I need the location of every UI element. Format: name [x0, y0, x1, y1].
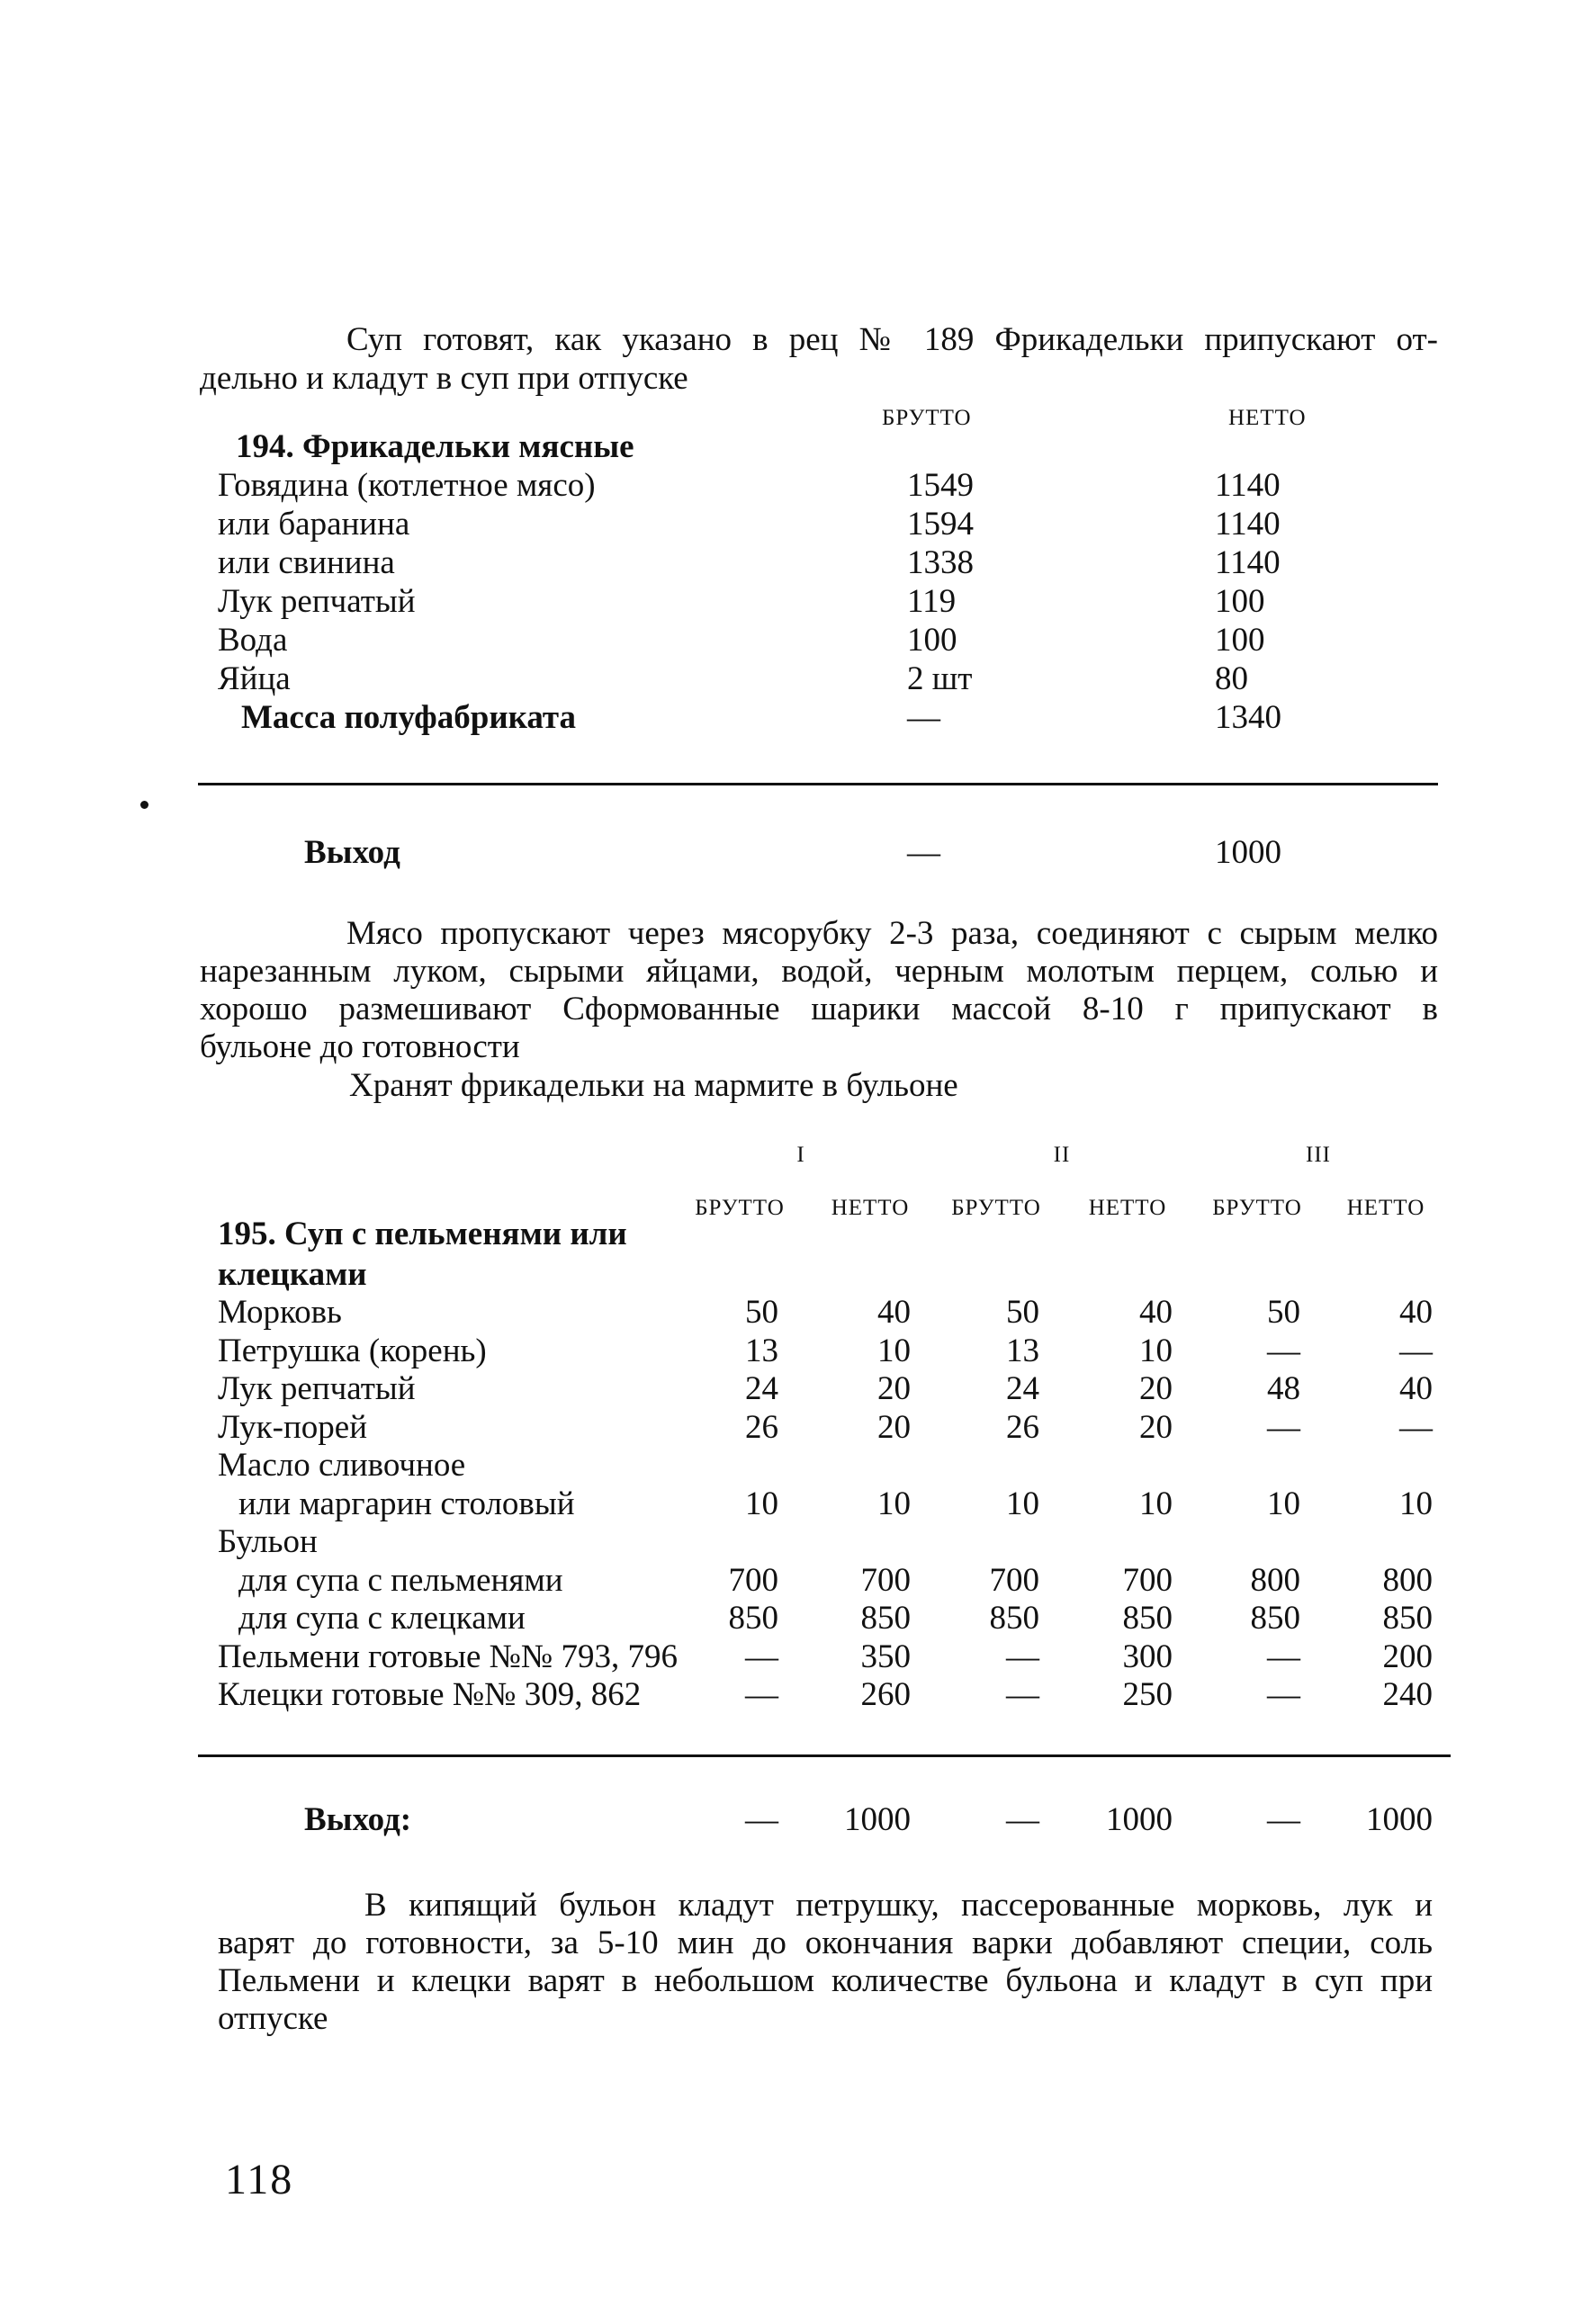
- r195-row-value: 50: [1006, 1294, 1039, 1331]
- r195-row-value: 800: [1382, 1562, 1433, 1599]
- r195-col: БРУТТО: [951, 1196, 1041, 1220]
- r194-row-name: Вода: [218, 622, 288, 659]
- r195-row-value: 850: [860, 1600, 911, 1637]
- r195-row-name: Бульон: [218, 1523, 318, 1560]
- r195-col: БРУТТО: [695, 1196, 785, 1220]
- r195-row-value: —: [1267, 1409, 1300, 1446]
- r195-divider: [198, 1754, 1451, 1757]
- r194-text-line: нарезанным луком, сырыми яйцами, водой, черным молотым перцем, солью и: [200, 953, 1438, 990]
- r195-row-value: 13: [1006, 1332, 1039, 1369]
- r194-row-netto: 1140: [1215, 544, 1281, 581]
- r194-row-name: Масса полуфабриката: [241, 699, 577, 736]
- r195-row-value: 24: [1006, 1370, 1039, 1407]
- r195-text-line: В кипящий бульон кладут петрушку, пассерованные морковь, лук и: [364, 1887, 1433, 1924]
- r194-row-netto: 100: [1215, 583, 1265, 620]
- r195-row-value: 10: [1399, 1485, 1433, 1522]
- r195-col: БРУТТО: [1212, 1196, 1302, 1220]
- r195-row-value: 850: [1382, 1600, 1433, 1637]
- r195-yield-value: 1000: [1366, 1801, 1433, 1838]
- r195-row-value: 700: [860, 1562, 911, 1599]
- r194-row-brutto: 1549: [907, 467, 974, 504]
- r195-row-value: 10: [745, 1485, 778, 1522]
- r195-row-value: 10: [877, 1332, 911, 1369]
- intro-line-2: дельно и кладут в суп при отпуске: [200, 360, 688, 397]
- r195-row-value: 20: [1139, 1409, 1173, 1446]
- r194-row-brutto: 1594: [907, 506, 974, 543]
- r195-row-name: для супа с пельменями: [238, 1562, 563, 1599]
- r195-col: НЕТТО: [831, 1196, 910, 1220]
- r195-row-value: 700: [989, 1562, 1039, 1599]
- intro-line-1: Суп готовят, как указано в рец № 189 Фрикадельки припускают от-: [346, 321, 1438, 358]
- r194-row-brutto: 1338: [907, 544, 974, 581]
- r195-row-value: 26: [745, 1409, 778, 1446]
- r195-row-value: 10: [1139, 1485, 1173, 1522]
- r195-group-1: I: [796, 1143, 805, 1167]
- r195-row-value: —: [745, 1638, 778, 1675]
- r195-row-value: 700: [728, 1562, 778, 1599]
- r195-row-value: 240: [1382, 1676, 1433, 1713]
- r195-row-value: 10: [1267, 1485, 1300, 1522]
- r194-divider: [198, 783, 1438, 785]
- r195-row-value: —: [1006, 1676, 1039, 1713]
- r195-row-value: 10: [877, 1485, 911, 1522]
- r195-row-value: 850: [989, 1600, 1039, 1637]
- r195-row-value: 20: [877, 1370, 911, 1407]
- r195-row-value: 40: [1399, 1294, 1433, 1331]
- r195-yield-value: —: [745, 1801, 778, 1838]
- r195-row-value: 850: [728, 1600, 778, 1637]
- bullet-mark: [140, 801, 148, 809]
- r195-row-value: —: [1006, 1638, 1039, 1675]
- r195-row-value: 700: [1122, 1562, 1173, 1599]
- r194-storage: Хранят фрикадельки на мармите в бульоне: [349, 1067, 958, 1104]
- r195-row-value: —: [1267, 1676, 1300, 1713]
- r194-title: 194. Фрикадельки мясные: [236, 428, 634, 465]
- r195-group-2: II: [1053, 1143, 1071, 1167]
- page-number: 118: [225, 2156, 294, 2203]
- r195-row-value: 200: [1382, 1638, 1433, 1675]
- r195-row-name: Клецки готовые №№ 309, 862: [218, 1676, 642, 1713]
- r194-row-name: или баранина: [218, 506, 410, 543]
- r195-row-value: 26: [1006, 1409, 1039, 1446]
- r195-row-value: —: [1399, 1332, 1433, 1369]
- r194-row-brutto: 100: [907, 622, 957, 659]
- r194-col-netto: НЕТТО: [1228, 406, 1307, 430]
- r195-title-line-2: клецками: [218, 1256, 367, 1293]
- r195-row-value: 20: [1139, 1370, 1173, 1407]
- r194-yield-brutto: —: [907, 834, 940, 871]
- r194-row-name: Лук репчатый: [218, 583, 416, 620]
- r195-row-name: Лук репчатый: [218, 1370, 416, 1407]
- r195-row-value: 13: [745, 1332, 778, 1369]
- r195-text-line: Пельмени и клецки варят в небольшом количестве бульона и кладут в суп при: [218, 1962, 1433, 1999]
- r195-row-value: 50: [1267, 1294, 1300, 1331]
- r194-text-line: хорошо размешивают Сформованные шарики массой 8-10 г припускают в: [200, 991, 1438, 1027]
- r195-row-value: 300: [1122, 1638, 1173, 1675]
- r194-row-brutto: 2 шт: [907, 660, 973, 697]
- r195-row-name: или маргарин столовый: [238, 1485, 575, 1522]
- r195-row-value: 250: [1122, 1676, 1173, 1713]
- r195-row-name: Пельмени готовые №№ 793, 796: [218, 1638, 678, 1675]
- r195-row-value: 20: [877, 1409, 911, 1446]
- r195-row-value: —: [1267, 1332, 1300, 1369]
- r195-group-3: III: [1306, 1143, 1331, 1167]
- r195-row-value: 40: [877, 1294, 911, 1331]
- r194-row-name: или свинина: [218, 544, 395, 581]
- r194-yield-netto: 1000: [1215, 834, 1281, 871]
- r195-row-value: 48: [1267, 1370, 1300, 1407]
- r194-row-netto: 80: [1215, 660, 1248, 697]
- r195-row-name: для супа с клецками: [238, 1600, 526, 1637]
- r195-col: НЕТТО: [1088, 1196, 1167, 1220]
- r195-text-line: варят до готовности, за 5-10 мин до окончания варки добавляют специи, соль: [218, 1925, 1433, 1961]
- r194-col-brutto: БРУТТО: [882, 406, 972, 430]
- r194-text-line: Мясо пропускают через мясорубку 2-3 раза, соединяют с сырым мелко: [346, 915, 1438, 952]
- r195-row-value: 40: [1399, 1370, 1433, 1407]
- r195-row-value: 850: [1122, 1600, 1173, 1637]
- r195-yield-value: 1000: [844, 1801, 911, 1838]
- r194-yield-label: Выход: [304, 834, 400, 871]
- r195-row-value: 800: [1250, 1562, 1300, 1599]
- r195-yield-label: Выход:: [304, 1801, 412, 1838]
- r195-yield-value: —: [1006, 1801, 1039, 1838]
- r195-row-value: 260: [860, 1676, 911, 1713]
- r194-row-netto: 1140: [1215, 506, 1281, 543]
- r194-row-brutto: —: [907, 699, 940, 736]
- r194-row-brutto: 119: [907, 583, 957, 620]
- r195-row-value: —: [745, 1676, 778, 1713]
- r195-row-value: 10: [1006, 1485, 1039, 1522]
- r194-row-netto: 1340: [1215, 699, 1281, 736]
- r195-row-name: Морковь: [218, 1294, 342, 1331]
- r195-row-value: 50: [745, 1294, 778, 1331]
- r194-text-line: бульоне до готовности: [200, 1028, 520, 1065]
- r195-text-line: отпуске: [218, 2000, 328, 2037]
- r195-row-name: Масло сливочное: [218, 1447, 466, 1484]
- r195-row-value: 350: [860, 1638, 911, 1675]
- r194-row-name: Яйца: [218, 660, 291, 697]
- r195-row-name: Петрушка (корень): [218, 1332, 487, 1369]
- r195-yield-value: 1000: [1106, 1801, 1173, 1838]
- r194-row-netto: 100: [1215, 622, 1265, 659]
- r194-row-name: Говядина (котлетное мясо): [218, 467, 596, 504]
- r195-row-value: 10: [1139, 1332, 1173, 1369]
- r195-row-name: Лук-порей: [218, 1409, 367, 1446]
- r195-row-value: 850: [1250, 1600, 1300, 1637]
- r195-row-value: —: [1399, 1409, 1433, 1446]
- r195-row-value: —: [1267, 1638, 1300, 1675]
- r195-row-value: 40: [1139, 1294, 1173, 1331]
- r195-yield-value: —: [1267, 1801, 1300, 1838]
- r195-row-value: 24: [745, 1370, 778, 1407]
- r195-title-line-1: 195. Суп с пельменями или: [218, 1216, 627, 1252]
- r195-col: НЕТТО: [1346, 1196, 1425, 1220]
- r194-row-netto: 1140: [1215, 467, 1281, 504]
